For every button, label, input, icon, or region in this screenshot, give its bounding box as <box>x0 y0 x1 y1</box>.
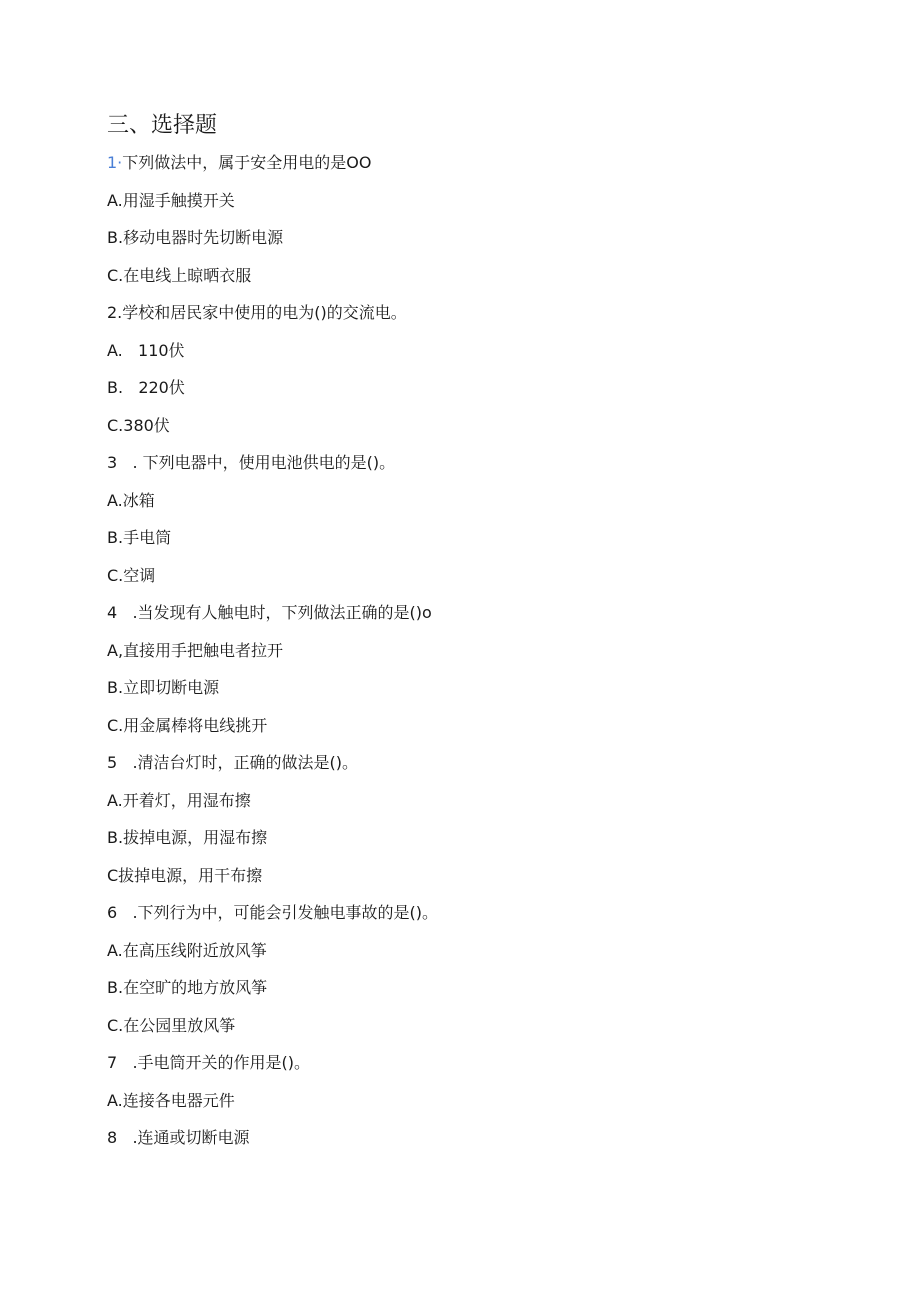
option-text: C.用金属棒将电线挑开 <box>107 715 268 735</box>
option-line <box>107 338 867 376</box>
option-text: C.空调 <box>107 565 156 585</box>
question-text: 6 .下列行为中，可能会引发触电事故的是()。 <box>107 903 439 922</box>
option-text: B.拔掉电源，用湿布擦 <box>107 828 268 847</box>
question-line <box>107 600 867 638</box>
option-text: A. 110伏 <box>107 340 185 360</box>
question-line <box>107 150 867 188</box>
option-line <box>107 413 867 451</box>
option-text: B.立即切断电源 <box>107 678 220 697</box>
question-line <box>107 450 867 488</box>
question-number: 1· <box>107 153 123 172</box>
option-line <box>107 263 867 301</box>
question-text: 3 . 下列电器中，使用电池供电的是()。 <box>107 453 396 472</box>
option-text: B.在空旷的地方放风筝 <box>107 978 268 997</box>
question-text: 7 .手电筒开关的作用是()。 <box>107 1053 311 1072</box>
option-text: A.冰箱 <box>107 490 155 510</box>
question-text: 8 .连通或切断电源 <box>107 1128 250 1147</box>
question-line <box>107 300 867 338</box>
option-text: B.移动电器时先切断电源 <box>107 228 284 247</box>
question-line <box>107 1050 867 1088</box>
option-text: B. 220伏 <box>107 378 185 397</box>
option-text: A.用湿手触摸开关 <box>107 190 235 210</box>
option-line <box>107 1088 867 1126</box>
question-text: 2.学校和居民家中使用的电为()的交流电。 <box>107 303 407 322</box>
question-text: 下列做法中，属于安全用电的是OO <box>122 153 372 172</box>
option-line <box>107 638 867 676</box>
question-line <box>107 750 867 788</box>
option-line <box>107 563 867 601</box>
option-text: A,直接用手把触电者拉开 <box>107 640 284 660</box>
option-line <box>107 938 867 976</box>
option-line <box>107 975 867 1013</box>
option-text: C.在电线上晾晒衣服 <box>107 265 252 285</box>
option-line <box>107 675 867 713</box>
option-line <box>107 713 867 751</box>
option-line <box>107 225 867 263</box>
option-text: A.在高压线附近放风筝 <box>107 940 267 960</box>
option-line <box>107 375 867 413</box>
question-text: 4 .当发现有人触电时，下列做法正确的是()o <box>107 603 432 622</box>
option-text: A.开着灯，用湿布擦 <box>107 790 251 810</box>
section-title: 三、选择题 <box>107 113 218 138</box>
option-line <box>107 1013 867 1051</box>
question-text: 5 .清洁台灯时，正确的做法是()。 <box>107 753 359 772</box>
option-line <box>107 788 867 826</box>
question-list <box>107 150 867 1163</box>
question-line <box>107 1125 867 1163</box>
option-text: B.手电筒 <box>107 528 172 547</box>
option-line <box>107 525 867 563</box>
option-line <box>107 825 867 863</box>
option-text: A.连接各电器元件 <box>107 1090 235 1110</box>
option-line <box>107 188 867 226</box>
option-text: C.380伏 <box>107 415 170 435</box>
option-line <box>107 488 867 526</box>
question-line <box>107 900 867 938</box>
option-text: C拔掉电源，用干布擦 <box>107 865 263 885</box>
option-text: C.在公园里放风筝 <box>107 1015 236 1035</box>
option-line <box>107 863 867 901</box>
